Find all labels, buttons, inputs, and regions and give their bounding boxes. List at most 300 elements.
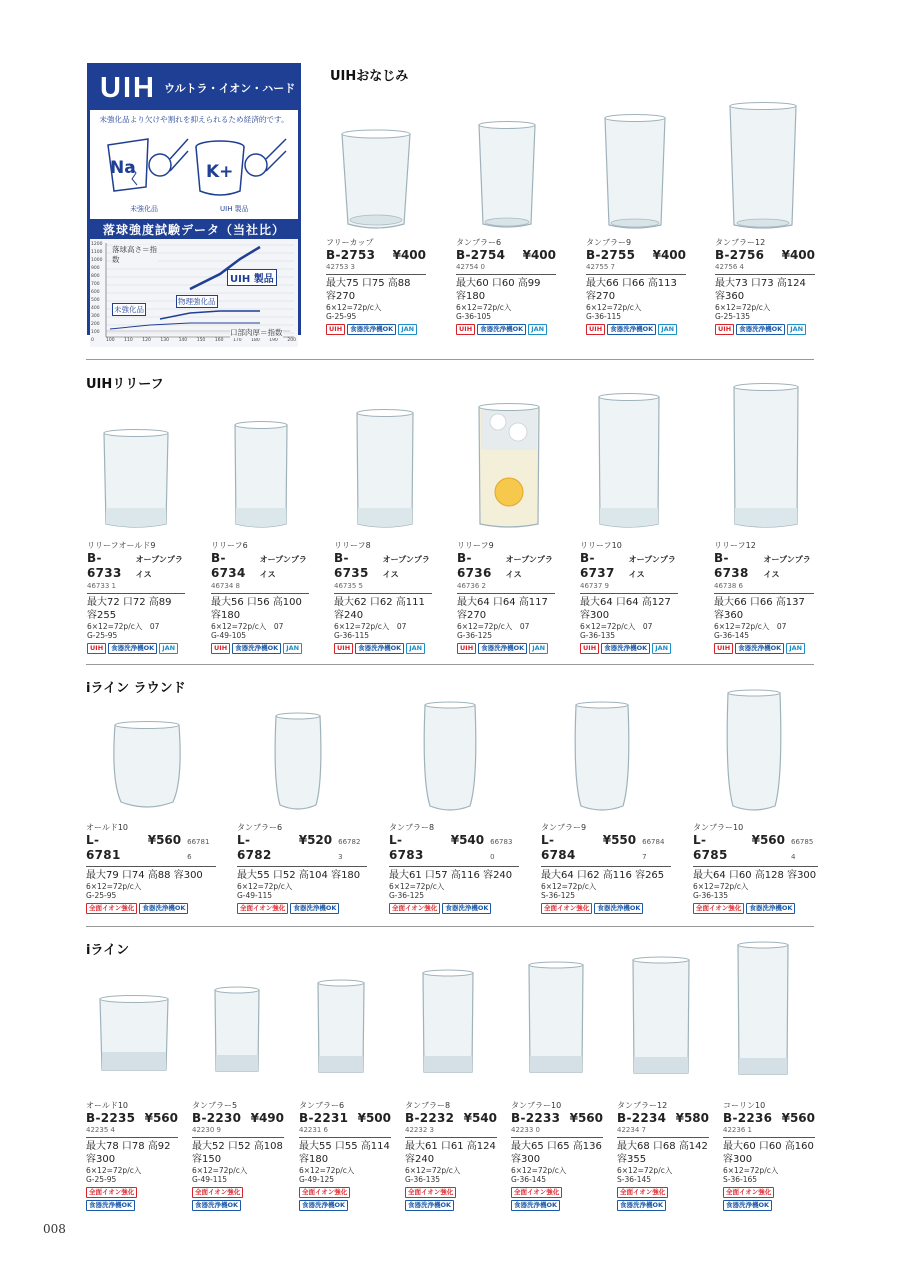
- badge-dishwasher: 食器洗浄機OK: [735, 643, 784, 654]
- product-open-price: オープンプライス: [135, 555, 183, 579]
- product-capacity: 容300: [86, 1154, 116, 1165]
- product-pack: 6×12=72p/c入: [617, 1166, 673, 1175]
- badge-jan: JAN: [786, 643, 805, 654]
- section-title-iline-round: iライン ラウンド: [86, 681, 186, 696]
- product-category: タンブラー9: [586, 238, 632, 247]
- badge-jan: JAN: [159, 643, 178, 654]
- product-gcode: G-49-115: [192, 1175, 228, 1184]
- product-code: B-6734: [211, 551, 246, 580]
- drop-test-title: 落球強度試験データ（当社比）: [90, 219, 298, 239]
- badge-dishwasher: 食器洗浄機OK: [139, 903, 188, 914]
- product-category: コーリン10: [723, 1101, 766, 1110]
- product-category: リリーフ9: [457, 541, 494, 550]
- product-code: B-2230: [192, 1111, 242, 1125]
- product-capacity: 容270: [457, 610, 487, 621]
- product-open-price: オープンプライス: [763, 555, 811, 579]
- badge-dishwasher: 食器洗浄機OK: [736, 324, 785, 335]
- product-gcode: G-25-135: [715, 312, 751, 321]
- product-jan: 66783 0: [490, 838, 513, 861]
- product-gcode: G-36-125: [457, 631, 493, 640]
- product-dims: 最大55 口52 高104 容180: [237, 870, 361, 881]
- product-pack: 6×12=72p/c入: [326, 303, 382, 312]
- product-price: ¥400: [652, 248, 686, 262]
- underline: [541, 866, 671, 867]
- badge-ion-strengthened: 全面イオン強化: [405, 1187, 456, 1198]
- product-dims: 最大64 口64 高127: [580, 597, 671, 608]
- product-gcode: G-36-135: [580, 631, 616, 640]
- uih-panel-header: [90, 66, 298, 110]
- glass-image: [725, 688, 783, 816]
- product-gcode: G-36-135: [693, 891, 729, 900]
- product-price: ¥560: [751, 833, 785, 847]
- product-pack: 6×12=72p/c入: [723, 1166, 779, 1175]
- product-pack: 6×12=72p/c入 07: [714, 622, 787, 631]
- product-category: リリーフ12: [714, 541, 756, 550]
- product-jan: 42230 9: [192, 1126, 284, 1138]
- badge-ion-strengthened: 全面イオン強化: [511, 1187, 562, 1198]
- product-capacity: 容300: [723, 1154, 753, 1165]
- product-capacity: 容270: [586, 291, 616, 302]
- badge-dishwasher: 食器洗浄機OK: [511, 1200, 560, 1211]
- badge-ion-strengthened: 全面イオン強化: [541, 903, 592, 914]
- glass-image: [354, 408, 416, 532]
- product-gcode: G-36-125: [389, 891, 425, 900]
- badge-dishwasher: 食器洗浄機OK: [355, 643, 404, 654]
- badge-jan: JAN: [652, 643, 671, 654]
- product-card[interactable]: [334, 541, 432, 654]
- product-code: B-2753: [326, 248, 376, 262]
- product-code: L-6784: [541, 833, 576, 862]
- underline: [237, 866, 367, 867]
- product-dims: 最大73 口73 高124: [715, 278, 806, 289]
- product-card[interactable]: [511, 1101, 603, 1211]
- glass-image: [315, 978, 367, 1078]
- product-code: B-2235: [86, 1111, 136, 1125]
- product-jan: 42231 6: [299, 1126, 391, 1138]
- product-code: B-6738: [714, 551, 749, 580]
- product-card[interactable]: [541, 823, 671, 914]
- badge-ion-strengthened: 全面イオン強化: [693, 903, 744, 914]
- badge-uih: UIH: [715, 324, 734, 335]
- badge-dishwasher: 食器洗浄機OK: [290, 903, 339, 914]
- product-code: B-6737: [580, 551, 615, 580]
- product-jan: 46735 5: [334, 582, 432, 594]
- product-pack: 6×12=72p/c入: [86, 1166, 142, 1175]
- product-card[interactable]: [86, 1101, 178, 1211]
- product-card[interactable]: [389, 823, 519, 914]
- physical-line: [160, 311, 260, 319]
- product-price: ¥560: [144, 1111, 178, 1125]
- product-card[interactable]: [456, 238, 556, 335]
- product-pack: 6×12=72p/c入: [693, 882, 749, 891]
- product-capacity: 容360: [715, 291, 745, 302]
- product-code: B-6735: [334, 551, 369, 580]
- graph-ylabel: 落球高さ＝指数: [112, 245, 157, 264]
- product-category: タンブラー5: [192, 1101, 238, 1110]
- product-capacity: 容255: [87, 610, 117, 621]
- badge-dishwasher: 食器洗浄機OK: [232, 643, 281, 654]
- glass-image: [735, 940, 791, 1080]
- product-code: B-2232: [405, 1111, 455, 1125]
- product-pack: 6×12=72p/c入 07: [87, 622, 160, 631]
- product-jan: 42236 1: [723, 1126, 815, 1138]
- product-pack: 6×12=72p/c入: [541, 882, 597, 891]
- badge-dishwasher: 食器洗浄機OK: [108, 643, 157, 654]
- badge-jan: JAN: [528, 324, 547, 335]
- product-open-price: オープンプライス: [505, 555, 553, 579]
- glass-image: [526, 960, 586, 1078]
- product-gcode: G-49-125: [299, 1175, 335, 1184]
- product-open-price: オープンプライス: [259, 555, 307, 579]
- product-pack: 6×12=72p/c入 07: [580, 622, 653, 631]
- product-code: L-6785: [693, 833, 728, 862]
- glass-image: [338, 128, 414, 232]
- product-price: ¥520: [298, 833, 333, 847]
- product-jan: 42756 4: [715, 263, 815, 275]
- graph-label-normal: 未強化品: [114, 305, 144, 314]
- badge-uih: UIH: [211, 643, 230, 654]
- product-jan: 66781 6: [187, 838, 210, 861]
- glass-image: [96, 994, 172, 1076]
- badge-dishwasher: 食器洗浄機OK: [617, 1200, 666, 1211]
- product-category: タンブラー8: [405, 1101, 451, 1110]
- product-capacity: 容360: [714, 610, 744, 621]
- product-card[interactable]: [192, 1101, 284, 1211]
- product-pack: 6×12=72p/c入: [715, 303, 771, 312]
- product-card[interactable]: [86, 823, 216, 914]
- product-capacity: 容180: [456, 291, 486, 302]
- section-title-iline: iライン: [86, 943, 130, 958]
- badge-uih: UIH: [714, 643, 733, 654]
- section-title-uih-onajimi: UIHおなじみ: [330, 69, 409, 84]
- badge-jan: JAN: [658, 324, 677, 335]
- badge-jan: JAN: [398, 324, 417, 335]
- product-gcode: S-36-125: [541, 891, 576, 900]
- product-gcode: G-49-115: [237, 891, 273, 900]
- uih-brand: UIH: [100, 71, 156, 104]
- product-capacity: 容240: [405, 1154, 435, 1165]
- badge-dishwasher: 食器洗浄機OK: [299, 1200, 348, 1211]
- badge-ion-strengthened: 全面イオン強化: [617, 1187, 668, 1198]
- ion-na-text: Na: [110, 158, 136, 178]
- product-open-price: オープンプライス: [628, 555, 676, 579]
- glass-image: [731, 382, 801, 532]
- badge-uih: UIH: [580, 643, 599, 654]
- product-price: ¥400: [522, 248, 556, 262]
- product-gcode: G-36-115: [334, 631, 370, 640]
- badge-uih: UIH: [334, 643, 353, 654]
- badge-dishwasher: 食器洗浄機OK: [746, 903, 795, 914]
- badge-dishwasher: 食器洗浄機OK: [192, 1200, 241, 1211]
- product-card[interactable]: [211, 541, 309, 654]
- product-category: リリーフ8: [334, 541, 371, 550]
- product-category: リリーフ6: [211, 541, 248, 550]
- underline: [389, 866, 519, 867]
- product-code: L-6783: [389, 833, 424, 862]
- product-capacity: 容150: [192, 1154, 222, 1165]
- product-pack: 6×12=72p/c入: [389, 882, 445, 891]
- product-category: タンブラー10: [693, 823, 744, 832]
- product-pack: 6×12=72p/c入: [511, 1166, 567, 1175]
- badge-ion-strengthened: 全面イオン強化: [237, 903, 288, 914]
- product-capacity: 容300: [580, 610, 610, 621]
- product-dims: 最大55 口55 高114: [299, 1141, 390, 1152]
- product-jan: 46737 9: [580, 582, 678, 594]
- glass-image: [100, 428, 172, 532]
- badge-dishwasher: 食器洗浄機OK: [86, 1200, 135, 1211]
- badge-uih: UIH: [586, 324, 605, 335]
- product-price: ¥400: [781, 248, 815, 262]
- glass-image: [232, 420, 290, 532]
- product-gcode: G-36-145: [511, 1175, 547, 1184]
- badge-ion-strengthened: 全面イオン強化: [192, 1187, 243, 1198]
- glass-image: [573, 700, 631, 816]
- product-jan: 46738 6: [714, 582, 814, 594]
- y-ticks: 1200 1100 1000 900 800 700 600 500 400 300 200 100 0: [91, 242, 103, 343]
- product-category: リリーフオールド9: [87, 541, 156, 550]
- product-price: ¥560: [781, 1111, 815, 1125]
- product-pack: 6×12=72p/c入: [586, 303, 642, 312]
- product-code: L-6782: [237, 833, 272, 862]
- product-card[interactable]: [580, 541, 678, 654]
- product-jan: 42234 7: [617, 1126, 709, 1138]
- page-number: 008: [43, 1222, 66, 1236]
- product-gcode: G-36-115: [586, 312, 622, 321]
- product-capacity: 容300: [511, 1154, 541, 1165]
- product-jan: 42235 4: [86, 1126, 178, 1138]
- product-gcode: G-25-95: [86, 891, 117, 900]
- graph-label-physical: 物理強化品: [178, 297, 216, 306]
- badge-uih: UIH: [87, 643, 106, 654]
- product-card[interactable]: [457, 541, 555, 654]
- uih-brand-sub: ウルトラ・イオン・ハード: [163, 82, 296, 95]
- graph-xlabel: 口部肉厚＝指数: [230, 328, 283, 337]
- product-gcode: G-25-95: [326, 312, 357, 321]
- product-price: ¥400: [392, 248, 426, 262]
- product-gcode: G-25-95: [86, 1175, 117, 1184]
- glass-image: [420, 968, 476, 1078]
- product-pack: 6×12=72p/c入 07: [457, 622, 530, 631]
- product-card[interactable]: [586, 238, 686, 335]
- product-pack: 6×12=72p/c入: [192, 1166, 248, 1175]
- product-category: オールド10: [86, 1101, 129, 1110]
- product-card[interactable]: [87, 541, 185, 654]
- product-dims: 最大68 口68 高142: [617, 1141, 708, 1152]
- product-dims: 最大64 口64 高117: [457, 597, 548, 608]
- product-code: B-6733: [87, 551, 122, 580]
- product-card[interactable]: [326, 238, 426, 335]
- product-dims: 最大60 口60 高160: [723, 1141, 814, 1152]
- product-gcode: G-36-145: [714, 631, 750, 640]
- badge-jan: JAN: [787, 324, 806, 335]
- divider: [86, 926, 814, 927]
- uih-illustration: [90, 125, 298, 219]
- product-gcode: G-49-105: [211, 631, 247, 640]
- x-ticks: 100 110 120 130 140 150 160 170 180 190 200: [106, 338, 296, 343]
- product-capacity: 容180: [299, 1154, 329, 1165]
- badge-dishwasher: 食器洗浄機OK: [723, 1200, 772, 1211]
- badge-jan: JAN: [283, 643, 302, 654]
- product-dims: 最大61 口57 高116 容240: [389, 870, 513, 881]
- badge-dishwasher: 食器洗浄機OK: [478, 643, 527, 654]
- badge-dishwasher: 食器洗浄機OK: [594, 903, 643, 914]
- glass-image: [596, 392, 662, 532]
- product-category: オールド10: [86, 823, 129, 832]
- product-gcode: G-36-105: [456, 312, 492, 321]
- product-code: B-2755: [586, 248, 636, 262]
- product-jan: 66782 3: [338, 838, 361, 861]
- glass-image: [273, 711, 323, 815]
- glass-image: [422, 700, 478, 816]
- product-jan: 42754 0: [456, 263, 556, 275]
- product-dims: 最大72 口72 高89: [87, 597, 172, 608]
- product-price: ¥540: [450, 833, 485, 847]
- badge-dishwasher: 食器洗浄機OK: [477, 324, 526, 335]
- badge-ion-strengthened: 全面イオン強化: [86, 903, 137, 914]
- product-dims: 最大75 口75 高88: [326, 278, 411, 289]
- glass-image: [602, 113, 668, 233]
- product-card[interactable]: [237, 823, 367, 914]
- product-dims: 最大60 口60 高99: [456, 278, 541, 289]
- badge-ion-strengthened: 全面イオン強化: [299, 1187, 350, 1198]
- product-price: ¥490: [250, 1111, 284, 1125]
- product-jan: 46734 8: [211, 582, 309, 594]
- product-jan: 66785 4: [791, 838, 814, 861]
- drop-test-graph: [90, 239, 298, 347]
- product-capacity: 容270: [326, 291, 356, 302]
- product-price: ¥560: [147, 833, 182, 847]
- product-price: ¥580: [675, 1111, 709, 1125]
- product-category: タンブラー12: [715, 238, 766, 247]
- product-price: ¥500: [357, 1111, 391, 1125]
- product-pack: 6×12=72p/c入: [237, 882, 293, 891]
- product-pack: 6×12=72p/c入: [456, 303, 512, 312]
- product-open-price: オープンプライス: [382, 555, 430, 579]
- product-dims: 最大64 口60 高128 容300: [693, 870, 817, 881]
- divider: [86, 664, 814, 665]
- badge-ion-strengthened: 全面イオン強化: [389, 903, 440, 914]
- divider: [86, 359, 814, 360]
- badge-dishwasher: 食器洗浄機OK: [607, 324, 656, 335]
- product-category: タンブラー12: [617, 1101, 668, 1110]
- product-jan: 42753 3: [326, 263, 426, 275]
- product-card[interactable]: [723, 1101, 815, 1211]
- product-card[interactable]: [405, 1101, 497, 1211]
- product-gcode: G-25-95: [87, 631, 118, 640]
- product-price: ¥560: [569, 1111, 603, 1125]
- product-card[interactable]: [715, 238, 815, 335]
- ion-k-text: K+: [206, 162, 234, 182]
- product-jan: 42232 3: [405, 1126, 497, 1138]
- product-price: ¥550: [602, 833, 637, 847]
- product-card[interactable]: [693, 823, 818, 914]
- product-dims: 最大66 口66 高113: [586, 278, 677, 289]
- badge-uih: UIH: [456, 324, 475, 335]
- product-code: B-2754: [456, 248, 506, 262]
- underline: [693, 866, 818, 867]
- product-capacity: 容180: [211, 610, 241, 621]
- product-capacity: 容240: [334, 610, 364, 621]
- product-category: フリーカップ: [326, 238, 374, 247]
- product-category: タンブラー9: [541, 823, 587, 832]
- badge-uih: UIH: [326, 324, 345, 335]
- product-pack: 6×12=72p/c入 07: [211, 622, 284, 631]
- product-category: タンブラー10: [511, 1101, 562, 1110]
- product-dims: 最大64 口62 高116 容265: [541, 870, 665, 881]
- glass-image: [630, 955, 692, 1079]
- badge-ion-strengthened: 全面イオン強化: [86, 1187, 137, 1198]
- glass-comparison-illustration: [90, 125, 298, 219]
- product-category: タンブラー6: [237, 823, 283, 832]
- product-capacity: 容355: [617, 1154, 647, 1165]
- uih-info-panel: [87, 63, 301, 343]
- section-title-uih-relief: UIHリリーフ: [86, 377, 164, 392]
- product-gcode: S-36-165: [723, 1175, 758, 1184]
- product-dims: 最大65 口65 高136: [511, 1141, 602, 1152]
- badge-dishwasher: 食器洗浄機OK: [442, 903, 491, 914]
- product-dims: 最大61 口61 高124: [405, 1141, 496, 1152]
- label-normal: 未強化品: [130, 205, 158, 213]
- product-jan: 42755 7: [586, 263, 686, 275]
- glass-image: [212, 985, 262, 1077]
- product-pack: 6×12=72p/c入: [405, 1166, 461, 1175]
- underline: [86, 866, 216, 867]
- product-code: B-2233: [511, 1111, 561, 1125]
- product-category: タンブラー6: [299, 1101, 345, 1110]
- glass-image: [476, 120, 538, 232]
- badge-dishwasher: 食器洗浄機OK: [601, 643, 650, 654]
- uih-description: 未強化品より欠けや割れを抑えられるため経済的です。: [99, 115, 289, 124]
- product-card[interactable]: [617, 1101, 709, 1211]
- product-dims: 最大66 口66 高137: [714, 597, 805, 608]
- badge-dishwasher: 食器洗浄機OK: [347, 324, 396, 335]
- product-dims: 最大78 口78 高92: [86, 1141, 171, 1152]
- product-category: タンブラー6: [456, 238, 502, 247]
- label-uih: UIH 製品: [220, 205, 249, 213]
- product-card[interactable]: [714, 541, 814, 654]
- product-gcode: G-36-135: [405, 1175, 441, 1184]
- product-code: B-2756: [715, 248, 765, 262]
- product-jan: 46736 2: [457, 582, 555, 594]
- product-category: リリーフ10: [580, 541, 622, 550]
- product-code: B-2234: [617, 1111, 667, 1125]
- product-jan: 42233 0: [511, 1126, 603, 1138]
- product-code: B-2236: [723, 1111, 773, 1125]
- product-pack: 6×12=72p/c入: [299, 1166, 355, 1175]
- product-dims: 最大56 口56 高100: [211, 597, 302, 608]
- product-dims: 最大52 口52 高108: [192, 1141, 283, 1152]
- product-code: B-6736: [457, 551, 492, 580]
- badge-jan: JAN: [529, 643, 548, 654]
- product-dims: 最大79 口74 高88 容300: [86, 870, 203, 881]
- badge-dishwasher: 食器洗浄機OK: [405, 1200, 454, 1211]
- product-pack: 6×12=72p/c入: [86, 882, 142, 891]
- product-code: L-6781: [86, 833, 121, 862]
- glass-image: [111, 720, 183, 814]
- product-gcode: S-36-145: [617, 1175, 652, 1184]
- badge-ion-strengthened: 全面イオン強化: [723, 1187, 774, 1198]
- badge-uih: UIH: [457, 643, 476, 654]
- product-jan: 46733 1: [87, 582, 185, 594]
- product-card[interactable]: [299, 1101, 391, 1211]
- graph-label-uih: UIH 製品: [227, 269, 277, 286]
- product-dims: 最大62 口62 高111: [334, 597, 425, 608]
- badge-jan: JAN: [406, 643, 425, 654]
- glass-image: [727, 101, 799, 233]
- glass-image: [476, 402, 542, 532]
- product-pack: 6×12=72p/c入 07: [334, 622, 407, 631]
- product-jan: 66784 7: [642, 838, 665, 861]
